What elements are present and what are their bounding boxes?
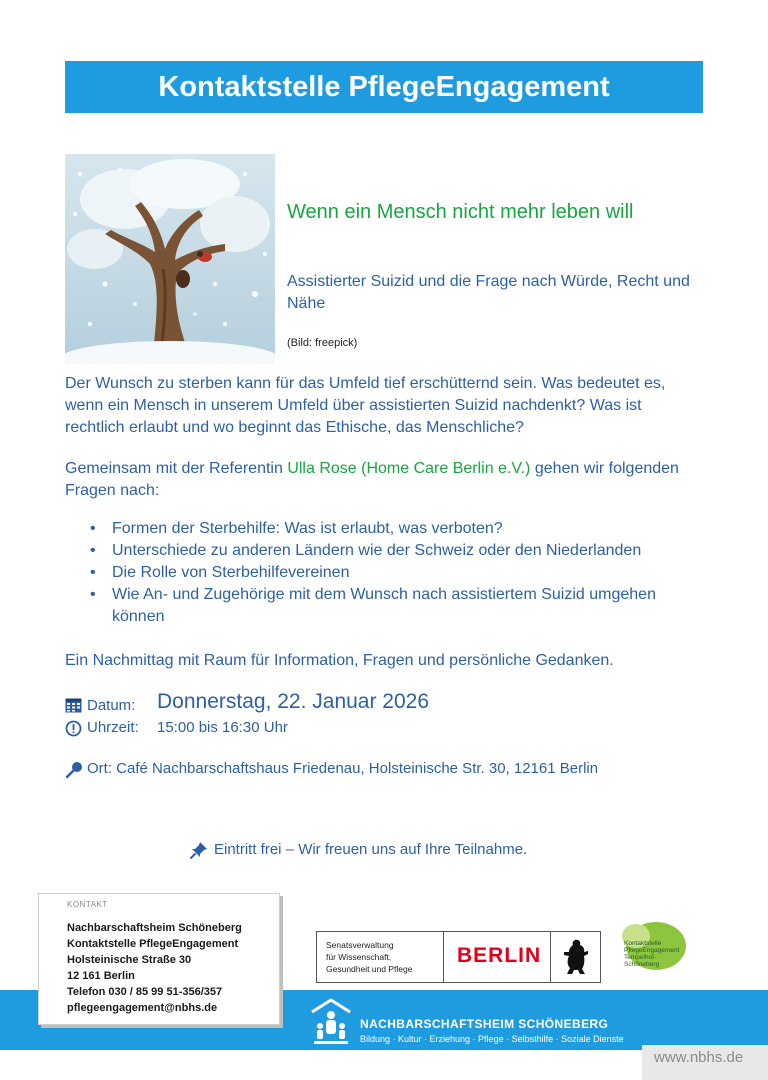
- berlin-bear-icon: [561, 938, 591, 976]
- event-subtitle: Assistierter Suizid und die Frage nach Würde, Recht und Nähe: [287, 273, 690, 312]
- calendar-icon: [65, 697, 82, 713]
- intro-paragraph: Der Wunsch zu sterben kann für das Umfeld tief erschütternd sein. Was bedeutet es, wenn ein Mensch in unserem Umfeld über assistierten Suizid nachdenkt? Was ist rechtlich erlaubt und wo beginnt das Ethische, das Menschliche?: [65, 375, 666, 436]
- image-credit: (Bild: freepick): [287, 337, 358, 349]
- website-box: [642, 1045, 768, 1080]
- sponsor-logo: [316, 931, 601, 983]
- referent-text-before: Gemeinsam mit der Referentin: [65, 460, 288, 477]
- entry-text: Eintritt frei – Wir freuen uns auf Ihre Teilnahme.: [214, 841, 528, 858]
- senat-line: Gesundheit und Pflege: [326, 964, 413, 974]
- senat-text: [326, 939, 412, 975]
- list-item: • Die Rolle von Sterbehilfevereinen: [88, 562, 708, 584]
- time-value: 15:00 bis 16:30 Uhr: [157, 719, 288, 736]
- divider: [550, 932, 551, 982]
- list-item: • Formen der Sterbehilfe: Was ist erlaubt, was verboten?: [88, 518, 708, 540]
- time-label: Uhrzeit:: [87, 719, 139, 736]
- referent-paragraph: [65, 458, 705, 502]
- org-name: NACHBARSCHAFTSHEIM SCHÖNEBERG: [360, 1017, 609, 1031]
- logo-line: PflegeEngagement: [624, 947, 680, 954]
- nbhs-logo-icon: [310, 998, 352, 1050]
- contact-phone: Telefon 030 / 85 99 51-356/357: [67, 986, 223, 998]
- contact-org-name: Nachbarschaftsheim Schöneberg: [67, 922, 242, 934]
- date-label: Datum:: [87, 697, 136, 714]
- contact-department: Kontaktstelle PflegeEngagement: [67, 938, 239, 950]
- contact-lines: [67, 920, 242, 1016]
- pushpin-icon: [190, 841, 208, 859]
- berlin-wordmark: BERLIN: [457, 944, 542, 967]
- topic-list: [88, 518, 708, 628]
- winter-tree-image: [65, 154, 275, 364]
- date-value: Donnerstag, 22. Januar 2026: [157, 690, 430, 713]
- contact-street: Holsteinische Straße 30: [67, 954, 192, 966]
- referent-text-after: gehen wir folgenden Fragen nach:: [65, 460, 679, 499]
- website-link[interactable]: www.nbhs.de: [654, 1049, 744, 1066]
- divider: [443, 932, 444, 982]
- contact-city: 12 161 Berlin: [67, 970, 135, 982]
- referent-name: Ulla Rose (Home Care Berlin e.V.): [287, 460, 531, 477]
- senat-line: Senatsverwaltung: [326, 940, 394, 950]
- page-banner: Kontaktstelle PflegeEngagement: [65, 61, 703, 113]
- kontaktstelle-logo-text: [624, 940, 688, 968]
- contact-card: [38, 893, 280, 1025]
- clock-icon: [65, 720, 82, 737]
- logo-line: Kontaktstelle: [624, 940, 662, 947]
- list-item: • Unterschiede zu anderen Ländern wie der Schweiz oder den Niederlanden: [88, 540, 708, 562]
- closing-paragraph: Ein Nachmittag mit Raum für Information, Fragen und persönliche Gedanken.: [65, 652, 614, 669]
- place-text: Ort: Café Nachbarschaftshaus Friedenau, Holsteinische Str. 30, 12161 Berlin: [87, 760, 599, 777]
- list-item: • Wie An- und Zugehörige mit dem Wunsch nach assistiertem Suizid umgehen können: [88, 584, 708, 628]
- logo-line: Tempelhof-Schöneberg: [624, 954, 660, 968]
- event-headline: Wenn ein Mensch nicht mehr leben will: [287, 201, 634, 223]
- kontaktstelle-logo: [618, 916, 688, 976]
- senat-line: für Wissenschaft,: [326, 952, 392, 962]
- contact-heading: KONTAKT: [67, 900, 108, 909]
- pin-icon: [65, 761, 83, 779]
- org-tagline: Bildung · Kultur · Erziehung · Pflege · Selbsthilfe · Soziale Dienste: [360, 1034, 624, 1044]
- contact-email[interactable]: pflegeengagement@nbhs.de: [67, 1002, 218, 1014]
